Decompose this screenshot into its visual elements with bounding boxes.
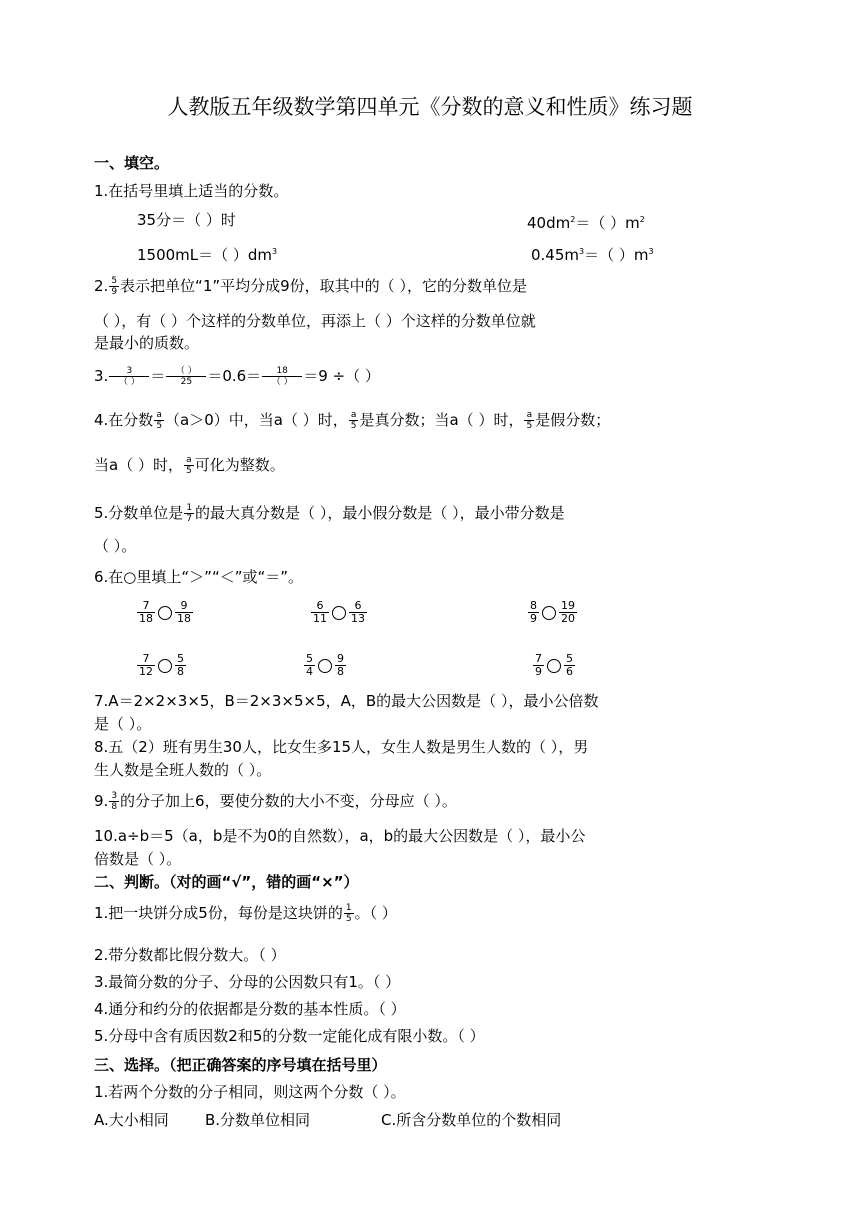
judgement-1: 1.把一块饼分成5份，每份是这块饼的 $\frac{1}{5}$ 。（ ） bbox=[94, 903, 397, 924]
fraction: 18 （ ） bbox=[262, 366, 302, 387]
judgement-5: 5.分母中含有质因数2和5的分数一定能化成有限小数。（ ） bbox=[94, 1027, 485, 1045]
fraction: $\frac{1}{7}$ bbox=[186, 503, 193, 524]
question-1c: 1500mL＝（ ）$dm^3$ bbox=[137, 246, 278, 264]
question-5-line-1: 5.分数单位是 $\frac{1}{7}$ 的最大真分数是（ ），最小假分数是（ ），最小带分数是 bbox=[94, 503, 565, 524]
question-10-line-1: 10.a÷b＝5（a，b是不为0的自然数），a，b的最大公因数是（ ），最小公 bbox=[94, 827, 586, 845]
fraction: $\frac{a}{5}$ bbox=[156, 410, 163, 431]
question-4-line-1: 4.在分数 $\frac{a}{5}$ （a＞0）中，当a（ ）时， $\frac{a}{5}$ 是真分数；当a（ ）时， $\frac{a}{5}$ 是假分数； bbox=[94, 410, 611, 431]
question-8-line-2: 生人数是全班人数的（ ）。 bbox=[94, 761, 272, 779]
fraction: $\frac{a}{5}$ bbox=[526, 410, 533, 431]
question-10-line-2: 倍数是（ ）。 bbox=[94, 850, 182, 868]
question-6-label: 6.在○里填上“＞”“＜”或“＝”。 bbox=[94, 568, 304, 586]
compare-circle[interactable] bbox=[158, 606, 172, 620]
question-2-line-3: 是最小的质数。 bbox=[94, 334, 200, 352]
question-3: 3. 3 （ ） ＝ （ ） 25 ＝0.6＝ 18 （ ） ＝9 ÷（ ） bbox=[94, 366, 380, 387]
question-1b: $40dm^2=$（ ）$m^2$ bbox=[527, 214, 645, 232]
fraction: （ ） 25 bbox=[166, 366, 206, 387]
page-title: 人教版五年级数学第四单元《分数的意义和性质》练习题 bbox=[167, 95, 693, 119]
question-1-label: 1.在括号里填上适当的分数。 bbox=[94, 182, 289, 200]
compare-circle[interactable] bbox=[542, 606, 556, 620]
compare-circle[interactable] bbox=[318, 659, 332, 673]
compare-item: $\frac{8}{9}$ $\frac{19}{20}$ bbox=[530, 599, 575, 625]
question-8-line-1: 8.五（2）班有男生30人，比女生多15人，女生人数是男生人数的（ ），男 bbox=[94, 738, 589, 756]
question-5-line-2: （ ）。 bbox=[94, 537, 137, 555]
fraction: $\frac{5}{9}$ bbox=[111, 276, 118, 297]
choice-1-option-a: A.大小相同 bbox=[94, 1111, 169, 1129]
question-2-line-1: 2. $\frac{5}{9}$ 表示把单位“1”平均分成9份，取其中的（ ），它的分数单位是 bbox=[94, 276, 527, 297]
compare-item: $\frac{7}{9}$ $\frac{5}{6}$ bbox=[535, 652, 573, 678]
question-9: 9. $\frac{3}{8}$ 的分子加上6，要使分数的大小不变，分母应（ ）。 bbox=[94, 791, 457, 812]
compare-circle[interactable] bbox=[158, 659, 172, 673]
question-4-line-2: 当a（ ）时， $\frac{a}{5}$ 可化为整数。 bbox=[94, 455, 285, 476]
compare-item: $\frac{6}{11}$ $\frac{6}{13}$ bbox=[313, 599, 365, 625]
choice-1-option-c: C.所含分数单位的个数相同 bbox=[381, 1111, 562, 1129]
fraction: $\frac{a}{5}$ bbox=[350, 410, 357, 431]
section-fill-in-heading: 一、填空。 bbox=[94, 154, 170, 172]
judgement-4: 4.通分和约分的依据都是分数的基本性质。（ ） bbox=[94, 1000, 406, 1018]
fraction: $\frac{3}{8}$ bbox=[111, 791, 118, 812]
question-7-line-2: 是（ ）。 bbox=[94, 715, 152, 733]
section-choice-heading: 三、选择。（把正确答案的序号填在括号里） bbox=[94, 1056, 387, 1074]
question-1d: $0.45m^3=$（ ）$m^3$ bbox=[531, 246, 654, 264]
compare-circle[interactable] bbox=[547, 659, 561, 673]
section-judgement-heading: 二、判断。（对的画“√”，错的画“×”） bbox=[94, 873, 359, 891]
fraction: $\frac{a}{5}$ bbox=[185, 455, 192, 476]
question-2-line-2: （ ），有（ ）个这样的分数单位，再添上（ ）个这样的分数单位就 bbox=[94, 312, 536, 330]
compare-item: $\frac{7}{18}$ $\frac{9}{18}$ bbox=[139, 599, 191, 625]
fraction: $\frac{1}{5}$ bbox=[345, 903, 352, 924]
judgement-3: 3.最简分数的分子、分母的公因数只有1。（ ） bbox=[94, 973, 401, 991]
choice-1-option-b: B.分数单位相同 bbox=[205, 1111, 311, 1129]
compare-item: $\frac{5}{4}$ $\frac{9}{8}$ bbox=[306, 652, 344, 678]
compare-circle[interactable] bbox=[332, 606, 346, 620]
judgement-2: 2.带分数都比假分数大。（ ） bbox=[94, 946, 286, 964]
compare-item: $\frac{7}{12}$ $\frac{5}{8}$ bbox=[139, 652, 184, 678]
question-7-line-1: 7.A＝2×2×3×5，B＝2×3×5×5，A，B的最大公因数是（ ），最小公倍数 bbox=[94, 692, 599, 710]
fraction: 3 （ ） bbox=[109, 366, 149, 387]
choice-1-label: 1.若两个分数的分子相同，则这两个分数（ ）。 bbox=[94, 1083, 406, 1101]
question-1a: 35分＝（ ）时 bbox=[137, 211, 236, 229]
